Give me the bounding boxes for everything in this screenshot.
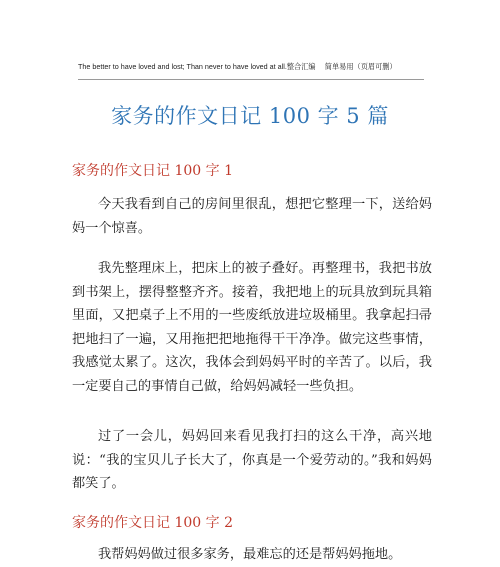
section-1-paragraph-2: 我先整理床上，把床上的被子叠好。再整理书，我把书放到书架上，摆得整整齐齐。接着，我把地上的玩具放到玩具箱里面，又把桌子上不用的一些废纸放进垃圾桶里。我拿起扫帚把地扫了一遍，又用拖把把地拖得干干净净。做完这些事情，我感觉太累了。这次，我体会到妈妈平时的辛苦了。以后，我一定要自己的事情自己做，给妈妈减轻一些负担。	[72, 261, 432, 394]
document-title: 家务的作文日记 100 字 5 篇	[111, 104, 389, 128]
section-heading-1: 家务的作文日记 100 字 1	[72, 163, 233, 179]
page-header-text: The better to have loved and lost; Than never to have loved at all.整合汇编 简单易用（页眉可删）	[78, 62, 397, 71]
section-2-paragraph-1: 我帮妈妈做过很多家务，最难忘的还是帮妈妈拖地。	[98, 547, 402, 562]
header-divider	[78, 79, 424, 80]
section-heading-2: 家务的作文日记 100 字 2	[72, 515, 233, 531]
section-1-paragraph-3: 过了一会儿，妈妈回来看见我打扫的这么干净，高兴地说：“我的宝贝儿子长大了，你真是一个爱劳动的。”我和妈妈都笑了。	[72, 429, 432, 492]
section-1-paragraph-1: 今天我看到自己的房间里很乱，想把它整理一下，送给妈妈一个惊喜。	[72, 197, 432, 236]
